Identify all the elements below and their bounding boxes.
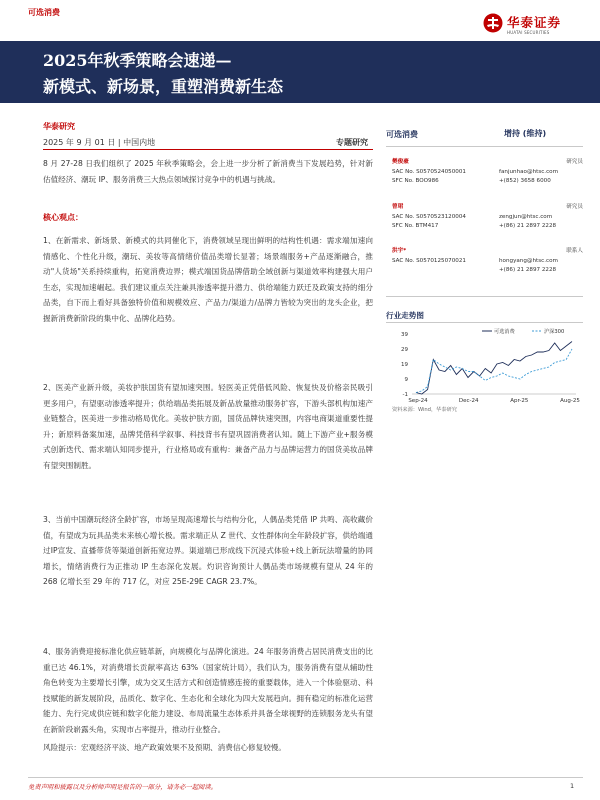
y-tick-label: 9 [404,377,408,383]
industry-trend-chart [386,326,583,406]
sidebar-industry: 可选消费 [386,130,418,139]
rating-badge: 增持 (维持) [504,129,547,138]
report-type: 专题研究 [336,138,368,147]
page-number: 1 [570,782,575,790]
chart-source: 资料来源：Wind，华泰研究 [392,407,457,413]
point-1: 1、在新需求、新场景、新模式的共同催化下，消费领域呈现出鲜明的结构性机遇：需求端加速向情感化、个性化升级，潮玩、美妆等高情绪价值品类增长显著；场景端服务+产品逐渐融合，推动"人货场"关系持续重构，拓宽消费边界；模式端国货品牌借助全域创新与渠道效率构建强大用户生态，实现加速崛起。我们建议重点关注兼具渗透率提升潜力、供给端能力跃迁及政策支持的细分品类，自下而上看好具备独特价值和规模效应、产品力/渠道力/品牌力皆较为突出的龙头企业，把握新消费新阶段的集中化、品牌化趋势。 [43,236,373,323]
industry-tag: 可选消费 [28,8,60,17]
analyst-email[interactable]: zengjun@htsc.com [499,213,553,220]
y-tick-label: -1 [402,392,408,398]
footer-divider [28,777,583,778]
analyst-sfc: SFC No. BOO986 [392,178,439,184]
chart-title: 行业走势图 [386,311,424,320]
analyst-phone: +(852) 3658 6000 [499,178,551,184]
report-dateline: 2025 年 9 月 01 日 | 中国内地 [43,138,156,147]
y-tick-label: 29 [401,347,408,353]
report-title-line2: 新模式、新场景，重塑消费新生态 [43,77,284,96]
x-tick-label: Dec-24 [458,398,479,404]
analyst-phone: +(86) 21 2897 2228 [499,223,557,229]
point-4: 4、服务消费迎接标准化供应链革新，向规模化与品牌化演进。24 年服务消费占居民消费支出的比重已达 46.1%，对消费增长贡献率高达 63%（国家统计局），我们认为，服务消费有望从辅助性角色转变为主要增长引擎，成为交叉生活方式和创造情感连接的重要载体，进入一个体验驱动、科技赋能的新发展阶段，品质化、数字化、生态化和全球化为四大发展趋向。拥有稳定的标准化运营能力、先行完成供应链和数字化能力建设、布局流量生态体系并具备全球视野的连锁服务龙头有望在新阶段崭露头角，实现市占率提升，推动行业整合。 [43,647,373,734]
analyst-title: 研究员 [566,204,583,210]
analyst-name: 洪宇* [392,248,407,254]
section-heading: 核心观点： [43,213,83,222]
divider [386,146,583,147]
summary-paragraph: 8 月 27-28 日我们组织了 2025 年秋季策略会，会上进一步分析了新消费当下发展趋势，针对新估值经济、潮玩 IP、服务消费三大热点领域探讨竞争中的机遇与挑战。 [43,159,373,184]
footer-disclaimer: 免责声明和披露以及分析师声明是报告的一部分，请务必一起阅读。 [28,784,217,791]
analyst-title: 联系人 [566,248,583,254]
logo-text-en: HUATAI SECURITIES [507,30,550,35]
report-date: 2025 年 9 月 01 日 [43,138,116,147]
research-org: 华泰研究 [43,122,75,131]
analyst-sac: SAC No. S0570523120004 [392,213,466,220]
analyst-sac: SAC No. S0570524050001 [392,168,466,175]
huatai-logo-icon [483,13,503,33]
series-line-1 [416,342,572,395]
analyst-sac: SAC No. S0570125070021 [392,257,466,264]
analyst-card [392,158,583,204]
analyst-card [392,203,583,249]
point-3: 3、当前中国潮玩经济全龄扩容，市场呈现高速增长与结构分化，人偶品类凭借 IP 共鸣、高收藏价值，有望成为玩具品类未来核心增长极。需求端正从 Z 世代、女性群体向全年龄段扩容，供给端通过IP宣发、直播带货等渠道创新拓宽边界。渠道端已形成线下沉浸式体验+线上新玩法增量的协同增长，情绪消费行为正推动 IP 生态深化发展。灼识咨询预计人偶品类市场规模有望从 24 年的 268 亿增长至 29 年的 717 亿，对应 25E-29E CAGR 23.7%。 [43,515,373,587]
analyst-name: 曾珺 [392,204,404,210]
legend-label: 可选消费 [494,329,515,335]
analyst-card [392,247,583,293]
logo [483,9,583,39]
y-tick-label: 19 [401,362,408,368]
analyst-name: 樊俊豪 [392,159,409,165]
legend-label: 沪深300 [544,329,565,335]
divider [43,149,373,150]
analyst-title: 研究员 [566,159,583,165]
divider [386,322,583,323]
analyst-sfc: SFC No. BTM417 [392,223,439,229]
logo-text-cn: 华泰证券 [507,15,562,30]
y-tick-label: 39 [401,332,408,338]
x-tick-label: Apr-25 [510,398,529,404]
report-region: 中国内地 [123,138,156,147]
x-tick-label: Sep-24 [408,398,428,404]
x-tick-label: Aug-25 [560,398,580,404]
series-line-2 [416,349,572,393]
analyst-phone: +(86) 21 2897 2228 [499,267,557,273]
report-title-line1: 2025年秋季策略会速递— [43,51,232,70]
point-2: 2、医美产业新升级，美妆护肤国货有望加速突围。轻医美正凭借低风险、恢复快及价格亲民吸引更多用户，有望驱动渗透率提升；供给端品类拓展及新品放量推动服务扩容，下游头部机构加速产业链整合，医美进一步推动格局优化。美妆护肤方面，国货品牌快速突围，内容电商渠道重要性提升；新原料备案加速，品牌凭借科学叙事、科技背书有望巩固消费者认知。随上下游产业+服务模式创新迭代、需求端认知同步提升，行业格局或有重构：兼备产品力与品牌运营力的国货美妆品牌有望突围制胜。 [43,383,373,470]
risk-note: 风险提示：宏观经济平淡、地产政策效果不及预期、消费信心修复较慢。 [43,743,286,752]
divider [386,296,583,297]
analyst-email[interactable]: hongyang@htsc.com [499,257,558,264]
analyst-email[interactable]: fanjunhao@htsc.com [499,168,559,175]
